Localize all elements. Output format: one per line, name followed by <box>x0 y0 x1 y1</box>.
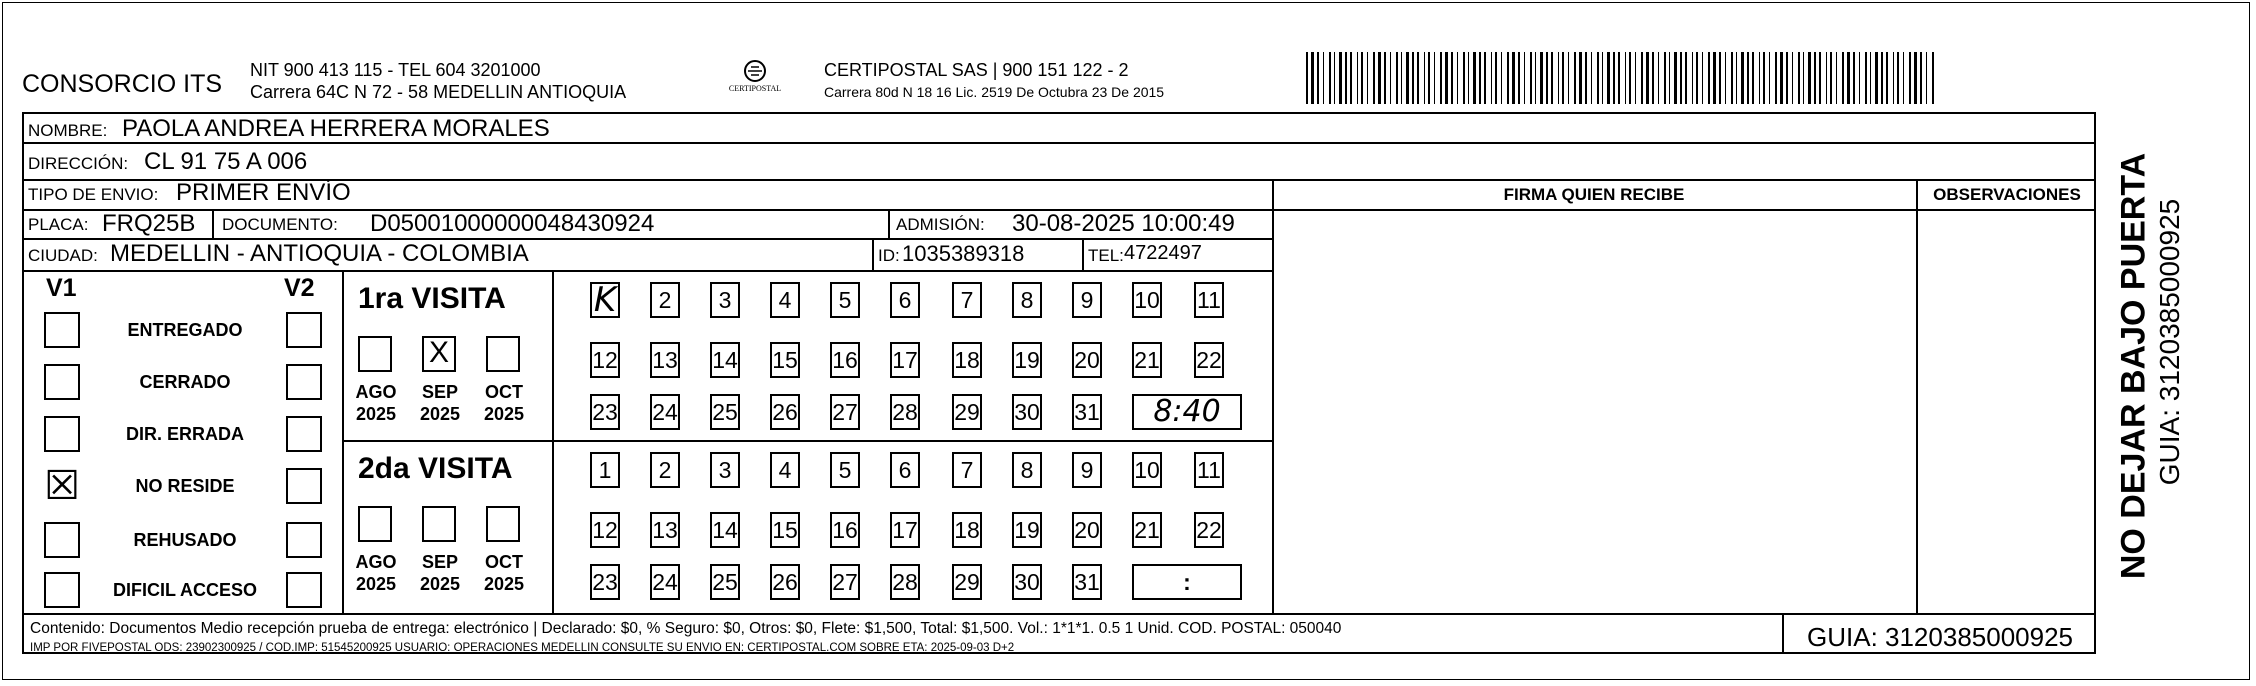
day-box[interactable]: 14 <box>710 512 740 548</box>
tel-label: TEL: <box>1088 246 1124 265</box>
day-box[interactable]: 14 <box>710 342 740 378</box>
license-line: Carrera 80d N 18 16 Lic. 2519 De Octubra 23 De 2015 <box>824 84 1165 100</box>
day-box[interactable]: 23 <box>590 394 620 430</box>
status-option-label: DIFICIL ACCESO <box>112 580 257 600</box>
month-checkbox[interactable]: X <box>422 336 456 372</box>
day-box[interactable]: 19 <box>1012 512 1042 548</box>
day-box[interactable]: 9 <box>1072 282 1102 318</box>
shipping-type-label: TIPO DE ENVIO: <box>28 185 159 204</box>
city: MEDELLIN - ANTIOQUIA - COLOMBIA <box>110 240 529 267</box>
time-box[interactable]: 8:40 <box>1132 394 1242 430</box>
v1-checkbox[interactable] <box>44 572 80 608</box>
v1-label: V1 <box>46 274 77 302</box>
day-box[interactable]: 8 <box>1012 282 1042 318</box>
month-checkbox[interactable] <box>358 336 392 372</box>
name-label: NOMBRE: <box>28 121 108 140</box>
day-box[interactable]: 13 <box>650 512 680 548</box>
day-box[interactable]: 25 <box>710 564 740 600</box>
day-box[interactable]: 26 <box>770 394 800 430</box>
day-box[interactable]: 11 <box>1194 282 1224 318</box>
day-box[interactable]: 27 <box>830 564 860 600</box>
month-checkbox[interactable] <box>358 506 392 542</box>
footer-content-line: Contenido: Documentos Medio recepción prueba de entrega: electrónico | Declarado: $0, % Seguro: $0, Otros: $0, Flete: $1,500, Total: $1,500. Vol.: 1*1*1. 0.5 1 Unid. COD. POSTAL: 050040 <box>30 620 1342 637</box>
v1-checkbox[interactable]: ☒ <box>44 464 80 508</box>
logo-text: CERTIPOSTAL <box>728 84 782 93</box>
day-box[interactable]: 25 <box>710 394 740 430</box>
day-box[interactable]: 5 <box>830 452 860 488</box>
day-box[interactable]: 12 <box>590 512 620 548</box>
day-box[interactable]: 4 <box>770 452 800 488</box>
address-label: DIRECCIÓN: <box>28 154 129 173</box>
admission-datetime: 30-08-2025 10:00:49 <box>1012 210 1235 237</box>
day-box[interactable]: 29 <box>952 564 982 600</box>
status-option-label: NO RESIDE <box>135 476 235 496</box>
day-box[interactable]: 7 <box>952 452 982 488</box>
carrier-line: CERTIPOSTAL SAS | 900 151 122 - 2 <box>824 60 1129 80</box>
day-box[interactable]: 9 <box>1072 452 1102 488</box>
day-box[interactable]: 17 <box>890 512 920 548</box>
day-box[interactable]: 17 <box>890 342 920 378</box>
day-box[interactable]: 24 <box>650 564 680 600</box>
day-box[interactable]: 31 <box>1072 394 1102 430</box>
day-box[interactable]: 29 <box>952 394 982 430</box>
day-box[interactable]: 8 <box>1012 452 1042 488</box>
v2-checkbox[interactable] <box>286 364 322 400</box>
time-box[interactable]: : <box>1132 564 1242 600</box>
day-box[interactable]: 16 <box>830 342 860 378</box>
day-box[interactable]: 2 <box>650 452 680 488</box>
id-label: ID: <box>878 246 900 265</box>
v2-checkbox[interactable] <box>286 312 322 348</box>
v2-checkbox[interactable] <box>286 468 322 504</box>
month-label: AGO <box>355 552 397 572</box>
year-label: 2025 <box>483 404 525 424</box>
day-box[interactable]: 4 <box>770 282 800 318</box>
document-number: D05001000000048430924 <box>370 210 655 237</box>
day-box[interactable]: 21 <box>1132 512 1162 548</box>
certipostal-logo <box>726 58 784 98</box>
day-box[interactable]: 21 <box>1132 342 1162 378</box>
status-option-label: CERRADO <box>139 372 231 392</box>
day-box[interactable]: 20 <box>1072 342 1102 378</box>
recipient-address: CL 91 75 A 006 <box>144 148 308 175</box>
day-box[interactable]: 31 <box>1072 564 1102 600</box>
day-box[interactable]: 7 <box>952 282 982 318</box>
day-box[interactable]: 12 <box>590 342 620 378</box>
company-address: Carrera 64C N 72 - 58 MEDELLIN ANTIOQUIA <box>250 82 627 102</box>
month-label: OCT <box>485 382 523 402</box>
v2-checkbox[interactable] <box>286 416 322 452</box>
footer-guia: GUIA: 3120385000925 <box>1807 622 2073 652</box>
day-box[interactable]: 15 <box>770 342 800 378</box>
day-box[interactable]: 27 <box>830 394 860 430</box>
barcode <box>1306 52 1938 104</box>
year-label: 2025 <box>483 574 525 594</box>
v1-checkbox[interactable] <box>44 312 80 348</box>
year-label: 2025 <box>419 404 461 424</box>
month-label: SEP <box>421 552 459 572</box>
status-option-label: ENTREGADO <box>127 320 243 340</box>
day-box[interactable]: 26 <box>770 564 800 600</box>
day-box[interactable]: 28 <box>890 394 920 430</box>
plate: FRQ25B <box>102 210 196 237</box>
day-box[interactable]: 3 <box>710 452 740 488</box>
day-box[interactable]: K <box>590 282 620 318</box>
v1-checkbox[interactable] <box>44 364 80 400</box>
year-label: 2025 <box>419 574 461 594</box>
nit-line: NIT 900 413 115 - TEL 604 3201000 <box>250 60 541 80</box>
company-name: CONSORCIO ITS <box>22 70 223 98</box>
month-label: SEP <box>421 382 459 402</box>
observations-header: OBSERVACIONES <box>1933 185 2081 204</box>
day-box[interactable]: 6 <box>890 452 920 488</box>
plate-label: PLACA: <box>28 215 89 234</box>
month-checkbox[interactable] <box>486 336 520 372</box>
day-box[interactable]: 15 <box>770 512 800 548</box>
side-guia: GUIA: 3120385000925 <box>2154 198 2185 486</box>
admission-label: ADMISIÓN: <box>896 215 985 234</box>
month-checkbox[interactable] <box>422 506 456 542</box>
v2-checkbox[interactable] <box>286 572 322 608</box>
visit-title: 2da VISITA <box>358 452 513 485</box>
status-option-label: REHUSADO <box>133 530 237 550</box>
day-box[interactable]: 24 <box>650 394 680 430</box>
tel-number: 4722497 <box>1124 242 1202 264</box>
no-dejar-bajo-puerta: NO DEJAR BAJO PUERTA <box>2114 152 2153 580</box>
day-box[interactable]: 18 <box>952 342 982 378</box>
day-box[interactable]: 16 <box>830 512 860 548</box>
document-label: DOCUMENTO: <box>222 215 338 234</box>
city-label: CIUDAD: <box>28 246 98 265</box>
day-box[interactable]: 30 <box>1012 394 1042 430</box>
day-box[interactable]: 13 <box>650 342 680 378</box>
visit-title: 1ra VISITA <box>358 282 506 315</box>
recipient-name: PAOLA ANDREA HERRERA MORALES <box>122 115 550 142</box>
day-box[interactable]: 28 <box>890 564 920 600</box>
day-box[interactable]: 22 <box>1194 512 1224 548</box>
day-box[interactable]: 10 <box>1132 282 1162 318</box>
footer-imp-line: IMP POR FIVEPOSTAL ODS: 23902300925 / COD.IMP: 51545200925 USUARIO: OPERACIONES MEDELLIN CONSULTE SU ENVIO EN: CERTIPOSTAL.COM SOBRE ETA: 2025-09-03 D+2 <box>30 642 1015 654</box>
day-box[interactable]: 20 <box>1072 512 1102 548</box>
month-checkbox[interactable] <box>486 506 520 542</box>
signature-header: FIRMA QUIEN RECIBE <box>1503 185 1685 204</box>
day-box[interactable]: 5 <box>830 282 860 318</box>
day-box[interactable]: 10 <box>1132 452 1162 488</box>
shipping-type: PRIMER ENVÍO <box>176 179 351 206</box>
day-box[interactable]: 18 <box>952 512 982 548</box>
day-box[interactable]: 3 <box>710 282 740 318</box>
v1-checkbox[interactable] <box>44 416 80 452</box>
day-box[interactable]: 30 <box>1012 564 1042 600</box>
id-number: 1035389318 <box>902 241 1025 266</box>
year-label: 2025 <box>355 574 397 594</box>
day-box[interactable]: 22 <box>1194 342 1224 378</box>
v1-checkbox[interactable] <box>44 522 80 558</box>
status-option-label: DIR. ERRADA <box>125 424 244 444</box>
day-box[interactable]: 23 <box>590 564 620 600</box>
month-label: AGO <box>355 382 397 402</box>
day-box[interactable]: 6 <box>890 282 920 318</box>
day-box[interactable]: 11 <box>1194 452 1224 488</box>
v2-checkbox[interactable] <box>286 522 322 558</box>
day-box[interactable]: 2 <box>650 282 680 318</box>
month-label: OCT <box>485 552 523 572</box>
v2-label: V2 <box>284 274 315 302</box>
year-label: 2025 <box>355 404 397 424</box>
day-box[interactable]: 19 <box>1012 342 1042 378</box>
day-box[interactable]: 1 <box>590 452 620 488</box>
